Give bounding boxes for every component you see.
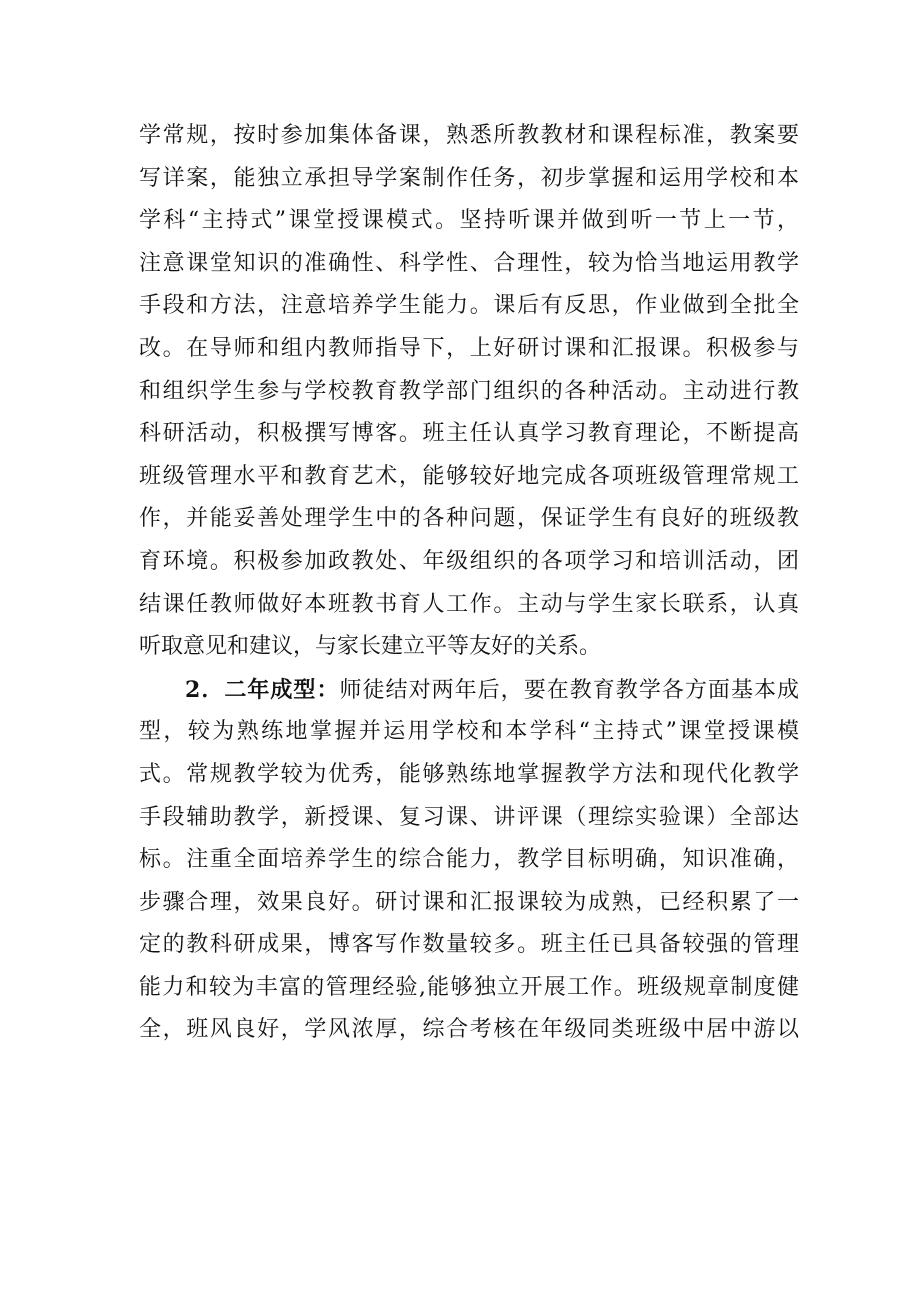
text-line: 能力和较为丰富的管理经验,能够独立开展工作。班级规章制度健 xyxy=(139,974,799,1000)
paragraph-first-line xyxy=(139,669,799,712)
text-line: 结课任教师做好本班教书育人工作。主动与学生家长联系，认真 xyxy=(139,591,799,617)
text-line: 式。常规教学较为优秀，能够熟练地掌握教学方法和现代化教学 xyxy=(139,761,799,787)
text-line: 改。在导师和组内教师指导下，上好研讨课和汇报课。积极参与 xyxy=(139,335,799,361)
section-heading: 2．二年成型： xyxy=(185,676,340,703)
text-line: 听取意见和建议，与家长建立平等友好的关系。 xyxy=(139,634,602,660)
text-line: 作，并能妥善处理学生中的各种问题，保证学生有良好的班级教 xyxy=(139,506,799,532)
text-line: 全，班风良好，学风浓厚，综合考核在年级同类班级中居中游以 xyxy=(139,1017,799,1043)
body-text xyxy=(139,115,799,1052)
text-line: 注意课堂知识的准确性、科学性、合理性，较为恰当地运用教学 xyxy=(139,250,799,276)
text-line: 和组织学生参与学校教育教学部门组织的各种活动。主动进行教 xyxy=(139,378,799,404)
text-line: 手段辅助教学，新授课、复习课、讲评课（理综实验课）全部达 xyxy=(139,804,799,830)
text-line: 班级管理水平和教育艺术，能够较好地完成各项班级管理常规工 xyxy=(139,463,799,489)
text-line: 写详案，能独立承担导学案制作任务，初步掌握和运用学校和本 xyxy=(139,165,799,191)
paragraph-first-year xyxy=(139,115,799,669)
text-line: 定的教科研成果，博客写作数量较多。班主任已具备较强的管理 xyxy=(139,932,799,958)
paragraph-second-year xyxy=(139,669,799,1052)
text-line: 型，较为熟练地掌握并运用学校和本学科“主持式”课堂授课模 xyxy=(139,719,799,745)
text-line: 学科“主持式”课堂授课模式。坚持听课并做到听一节上一节， xyxy=(139,208,799,234)
text-line: 手段和方法，注意培养学生能力。课后有反思，作业做到全批全 xyxy=(139,293,799,319)
heading-line-text: 师徒结对两年后，要在教育教学各方面基本成 xyxy=(339,677,799,703)
text-line: 科研活动，积极撰写博客。班主任认真学习教育理论，不断提高 xyxy=(139,421,799,447)
text-line: 育环境。积极参加政教处、年级组织的各项学习和培训活动，团 xyxy=(139,548,799,574)
text-line: 标。注重全面培养学生的综合能力，教学目标明确，知识准确， xyxy=(139,847,799,873)
text-line: 学常规，按时参加集体备课，熟悉所教教材和课程标准，教案要 xyxy=(139,123,799,148)
text-line: 步骤合理，效果良好。研讨课和汇报课较为成熟，已经积累了一 xyxy=(139,889,799,915)
